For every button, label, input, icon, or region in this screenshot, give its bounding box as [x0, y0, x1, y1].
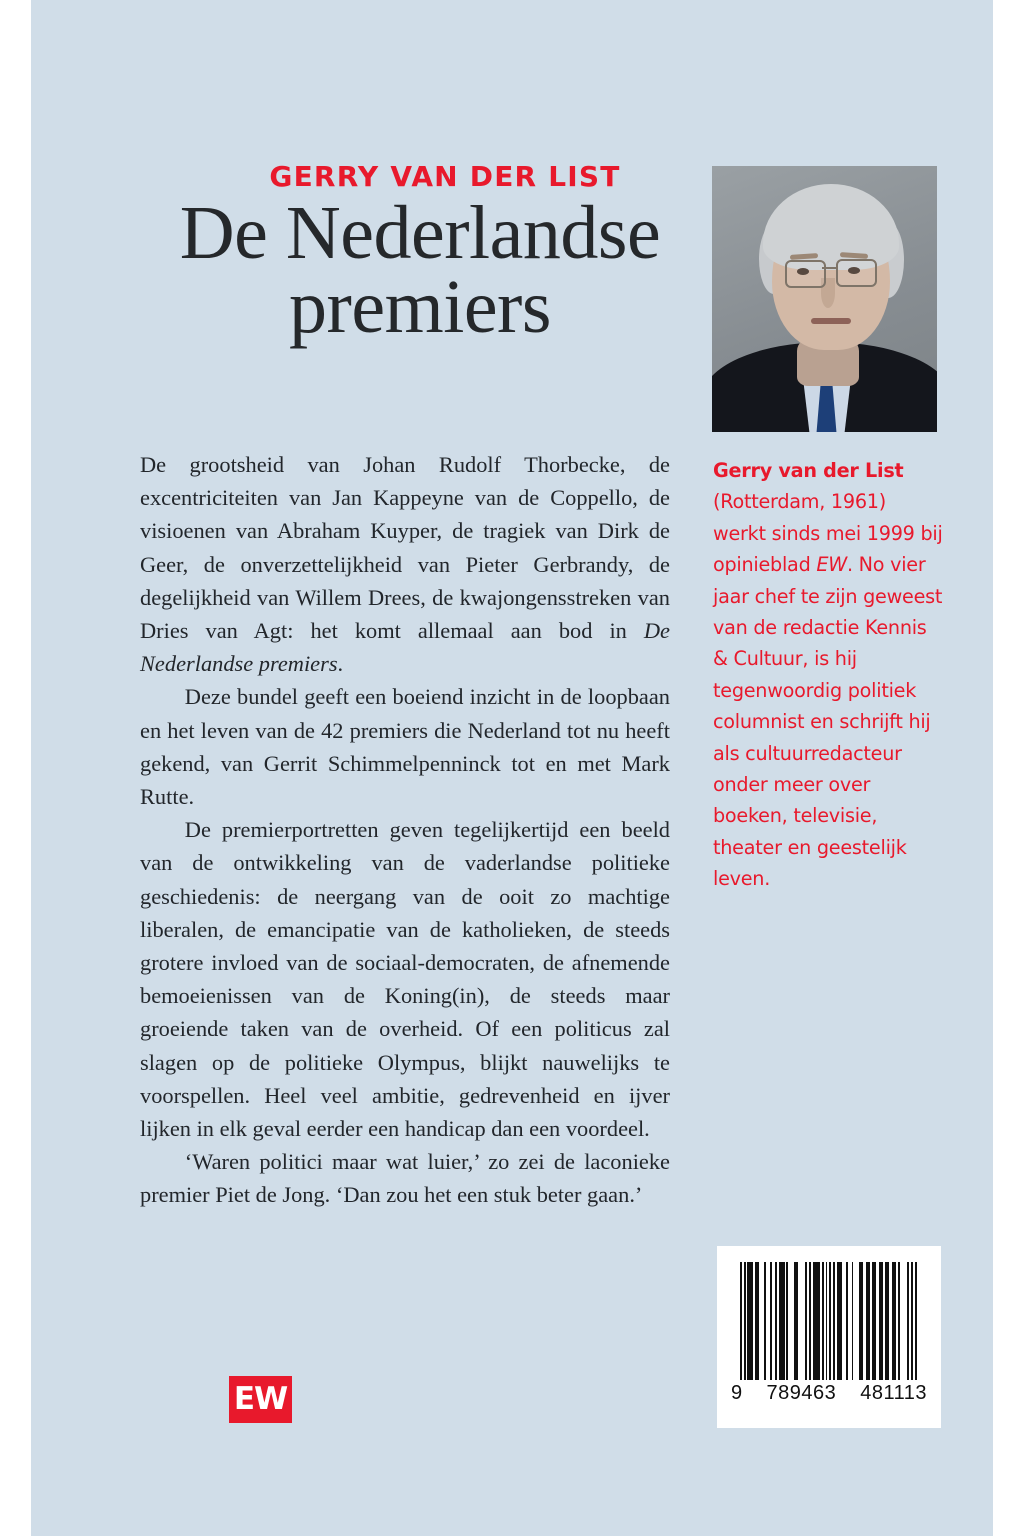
blurb-paragraph-3: De premierportretten geven tegelijkertijd een beeld van de ontwikkeling van de vaderlandse politieke geschiedenis: de neergang van de ooit zo machtige liberalen, de emancipatie van de katholieken, de steeds grotere invloed van de sociaal-democraten, de afnemende bemoeienissen van de Koning(in), de steeds maar groeiende taken van de overheid. Of een politicus zal slagen op de politieke Olympus, blijkt nauwelijks te voorspellen. Heel veel ambitie, gedrevenheid en ijver lijken in elk geval eerder een handicap dan een voordeel.: [140, 817, 670, 1142]
barcode-bars: [740, 1262, 918, 1380]
book-back-cover: [31, 0, 993, 1536]
publisher-logo-label: EW: [233, 1381, 288, 1417]
title-line-2: premiers: [289, 265, 551, 350]
barcode-digits-left: 789463: [766, 1382, 837, 1404]
publisher-logo-ew: [229, 1376, 292, 1423]
blurb-paragraph-2: Deze bundel geeft een boeiend inzicht in de loopbaan en het leven van de 42 premiers die Nederland tot nu heeft gekend, van Gerrit Schimmelpenninck tot en met Mark Rutte.: [140, 684, 670, 810]
bio-text-part2: . No vier jaar chef te zijn geweest van de redactie Kennis & Cultuur, is hij tegenwoordig politiek columnist en schrijft hij als cultuurredacteur onder meer over boeken, televisie, theater en geestelijk leven.: [713, 553, 943, 891]
author-bio: [713, 455, 943, 895]
isbn-barcode: [717, 1246, 941, 1428]
blurb-paragraph-1: [140, 448, 670, 680]
author-portrait-photo: [712, 166, 937, 432]
portrait-glasses-left: [785, 260, 826, 288]
portrait-glasses-bridge: [822, 267, 836, 269]
title-line-1: De Nederlandse: [179, 191, 661, 275]
blurb-p1-part2: .: [337, 651, 344, 677]
barcode-digits: [731, 1382, 927, 1405]
bio-text-part1: (Rotterdam, 1961) werkt sinds mei 1999 bij opinieblad: [713, 490, 943, 577]
blurb-paragraph-4: ‘Waren politici maar wat luier,’ zo zei de laconieke premier Piet de Jong. ‘Dan zou het een stuk beter gaan.’: [140, 1149, 670, 1208]
barcode-digit-prefix: 9: [731, 1382, 743, 1404]
portrait-mouth: [811, 318, 851, 324]
barcode-digits-right: 481113: [860, 1382, 927, 1404]
blurb-p1-title-italic: De Nederlandse premiers: [140, 618, 670, 677]
blurb-p1-part1: De grootsheid van Johan Rudolf Thorbecke, de excentriciteiten van Jan Kappeyne van de Coppello, de visioenen van Abraham Kuyper, de tragiek van Dirk de Geer, de onverzettelijkheid van Pieter Gerbrandy, de degelijkheid van Willem Drees, de kwajongensstreken van Dries van Agt: het komt allemaal aan bod in: [140, 452, 670, 644]
blurb-text: [140, 448, 670, 1212]
author-bio-text: [713, 486, 943, 894]
author-bio-name: Gerry van der List: [713, 459, 904, 482]
page-title: [140, 191, 700, 350]
portrait-glasses-right: [836, 259, 877, 287]
bio-magazine-name: EW: [816, 553, 847, 577]
author-eyebrow: GERRY VAN DER LIST: [269, 160, 621, 193]
